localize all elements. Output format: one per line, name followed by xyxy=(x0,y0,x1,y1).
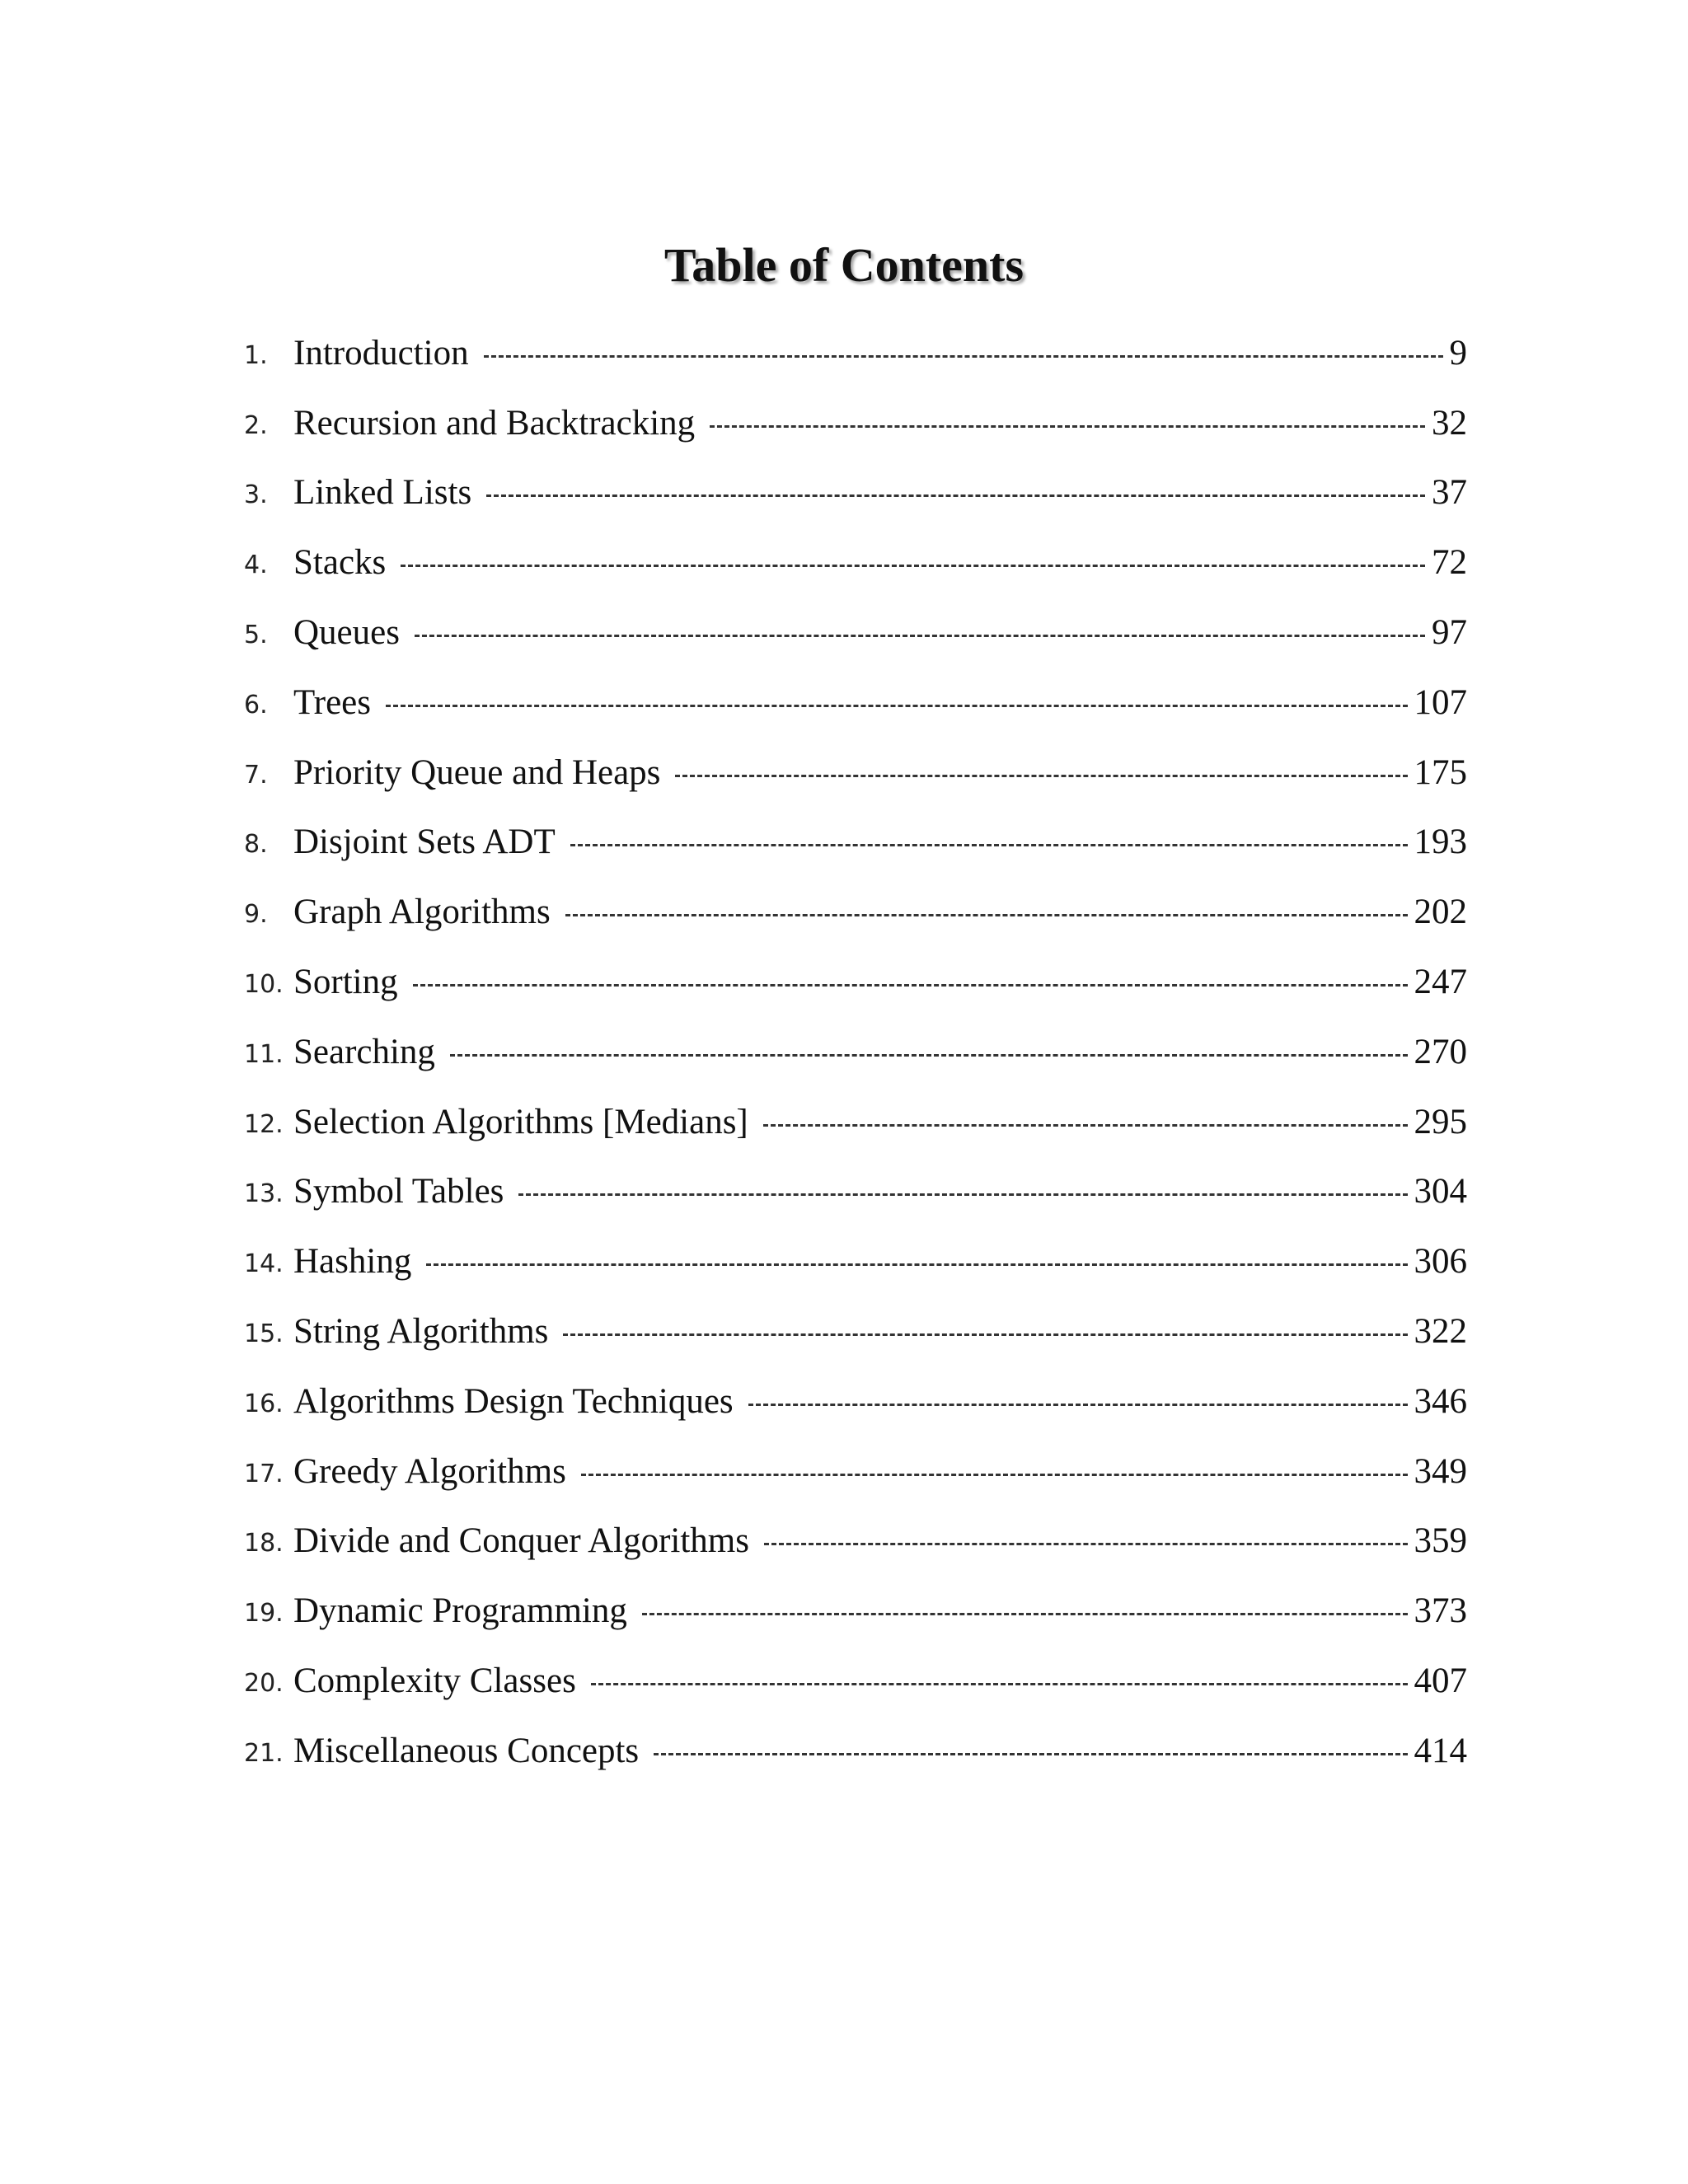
dot-leader xyxy=(748,1404,1408,1406)
page-title: Table of Contents xyxy=(663,238,1025,292)
toc-entry[interactable] xyxy=(244,1716,1467,1786)
dot-leader xyxy=(763,1124,1408,1127)
dot-leader xyxy=(570,844,1408,846)
toc-entry-label: Introduction xyxy=(293,333,469,373)
toc-entry-number: 15. xyxy=(244,1319,284,1349)
toc-entry-label: Graph Algorithms xyxy=(293,893,551,932)
toc-entry-label: Complexity Classes xyxy=(293,1661,576,1701)
toc-entry-page: 9 xyxy=(1449,333,1467,373)
toc-entry-number: 6. xyxy=(244,690,268,719)
dot-leader xyxy=(591,1683,1408,1685)
toc-entry-number: 4. xyxy=(244,551,268,580)
toc-entry-page: 407 xyxy=(1414,1661,1467,1701)
toc-entry-label: Linked Lists xyxy=(293,473,472,513)
toc-entry-label: Queues xyxy=(293,613,400,653)
toc-entry[interactable] xyxy=(244,1507,1467,1577)
toc-entry-label: Miscellaneous Concepts xyxy=(293,1731,640,1770)
toc-entry-page: 193 xyxy=(1414,823,1467,862)
toc-entry[interactable] xyxy=(244,738,1467,808)
toc-entry-number: 8. xyxy=(244,830,268,860)
dot-leader xyxy=(642,1613,1408,1615)
dot-leader xyxy=(581,1474,1408,1476)
toc-entry-page: 349 xyxy=(1414,1451,1467,1491)
dot-leader xyxy=(415,635,1425,637)
dot-leader xyxy=(426,1263,1407,1266)
toc-entry[interactable] xyxy=(244,668,1467,738)
toc-entry-page: 97 xyxy=(1432,613,1467,653)
toc-entry-page: 202 xyxy=(1414,893,1467,932)
toc-entry-page: 270 xyxy=(1414,1032,1467,1071)
toc-entry-label: String Algorithms xyxy=(293,1312,549,1352)
toc-entry[interactable] xyxy=(244,388,1467,458)
dot-leader xyxy=(764,1543,1408,1545)
toc-entry[interactable] xyxy=(244,1576,1467,1646)
toc-entry-number: 14. xyxy=(244,1249,284,1279)
toc-entry[interactable] xyxy=(244,808,1467,878)
toc-entry-page: 373 xyxy=(1414,1591,1467,1631)
toc-entry-label: Greedy Algorithms xyxy=(293,1451,566,1491)
toc-entry-label: Searching xyxy=(293,1032,435,1071)
toc-entry[interactable] xyxy=(244,318,1467,388)
toc-entry[interactable] xyxy=(244,1646,1467,1716)
toc-entry-number: 19. xyxy=(244,1599,284,1629)
toc-entry-page: 107 xyxy=(1414,682,1467,722)
toc-entry[interactable] xyxy=(244,1226,1467,1296)
toc-entry-label: Disjoint Sets ADT xyxy=(293,823,556,862)
toc-entry-number: 18. xyxy=(244,1529,284,1558)
toc-entry[interactable] xyxy=(244,1366,1467,1436)
toc-entry[interactable] xyxy=(244,947,1467,1017)
toc-entry-number: 9. xyxy=(244,900,268,930)
toc-entry-label: Stacks xyxy=(293,543,387,583)
toc-entry[interactable] xyxy=(244,598,1467,668)
dot-leader xyxy=(484,355,1443,358)
toc-entry[interactable] xyxy=(244,1087,1467,1157)
toc-entry-page: 295 xyxy=(1414,1102,1467,1141)
toc-entry[interactable] xyxy=(244,1296,1467,1366)
dot-leader xyxy=(450,1054,1408,1057)
toc-entry-number: 21. xyxy=(244,1738,284,1768)
toc-entry-number: 11. xyxy=(244,1039,284,1069)
toc-entry-page: 414 xyxy=(1414,1731,1467,1770)
toc-entry-page: 37 xyxy=(1432,473,1467,513)
dot-leader xyxy=(710,425,1425,428)
toc-entry-number: 12. xyxy=(244,1109,284,1139)
dot-leader xyxy=(563,1333,1407,1336)
toc-entry-page: 322 xyxy=(1414,1312,1467,1352)
toc-entry-page: 359 xyxy=(1414,1521,1467,1561)
toc-entry-label: Dynamic Programming xyxy=(293,1591,627,1631)
toc-entry-number: 1. xyxy=(244,340,268,370)
toc-entry-page: 32 xyxy=(1432,403,1467,443)
dot-leader xyxy=(654,1753,1407,1755)
dot-leader xyxy=(401,565,1425,567)
toc-entry[interactable] xyxy=(244,1017,1467,1087)
toc-entry-page: 346 xyxy=(1414,1381,1467,1421)
toc-entry-number: 5. xyxy=(244,621,268,650)
toc-entry[interactable] xyxy=(244,458,1467,528)
toc-entry-page: 175 xyxy=(1414,752,1467,792)
toc-entry-number: 17. xyxy=(244,1459,284,1488)
toc-list xyxy=(244,318,1467,1786)
toc-entry-number: 7. xyxy=(244,760,268,790)
toc-entry-number: 16. xyxy=(244,1389,284,1418)
dot-leader xyxy=(486,494,1425,497)
dot-leader xyxy=(413,984,1408,987)
dot-leader xyxy=(518,1193,1407,1196)
toc-entry-label: Selection Algorithms [Medians] xyxy=(293,1102,748,1141)
dot-leader xyxy=(386,705,1408,707)
toc-entry-number: 2. xyxy=(244,410,268,440)
toc-entry-label: Trees xyxy=(293,682,371,722)
toc-entry-number: 13. xyxy=(244,1179,284,1209)
toc-entry-page: 72 xyxy=(1432,543,1467,583)
toc-entry-label: Algorithms Design Techniques xyxy=(293,1381,734,1421)
toc-entry-number: 20. xyxy=(244,1669,284,1699)
toc-entry[interactable] xyxy=(244,527,1467,598)
toc-entry[interactable] xyxy=(244,877,1467,947)
toc-entry-label: Priority Queue and Heaps xyxy=(293,752,661,792)
toc-entry[interactable] xyxy=(244,1436,1467,1507)
toc-entry-label: Symbol Tables xyxy=(293,1172,504,1212)
toc-entry-page: 247 xyxy=(1414,963,1467,1002)
toc-entry-page: 304 xyxy=(1414,1172,1467,1212)
toc-entry-label: Recursion and Backtracking xyxy=(293,403,696,443)
toc-entry-label: Sorting xyxy=(293,963,398,1002)
toc-entry-page: 306 xyxy=(1414,1242,1467,1282)
toc-entry-label: Hashing xyxy=(293,1242,412,1282)
toc-entry-label: Divide and Conquer Algorithms xyxy=(293,1521,749,1561)
toc-entry[interactable] xyxy=(244,1157,1467,1227)
toc-entry-number: 3. xyxy=(244,480,268,510)
dot-leader xyxy=(675,775,1407,777)
toc-entry-number: 10. xyxy=(244,970,284,1000)
dot-leader xyxy=(565,914,1408,916)
